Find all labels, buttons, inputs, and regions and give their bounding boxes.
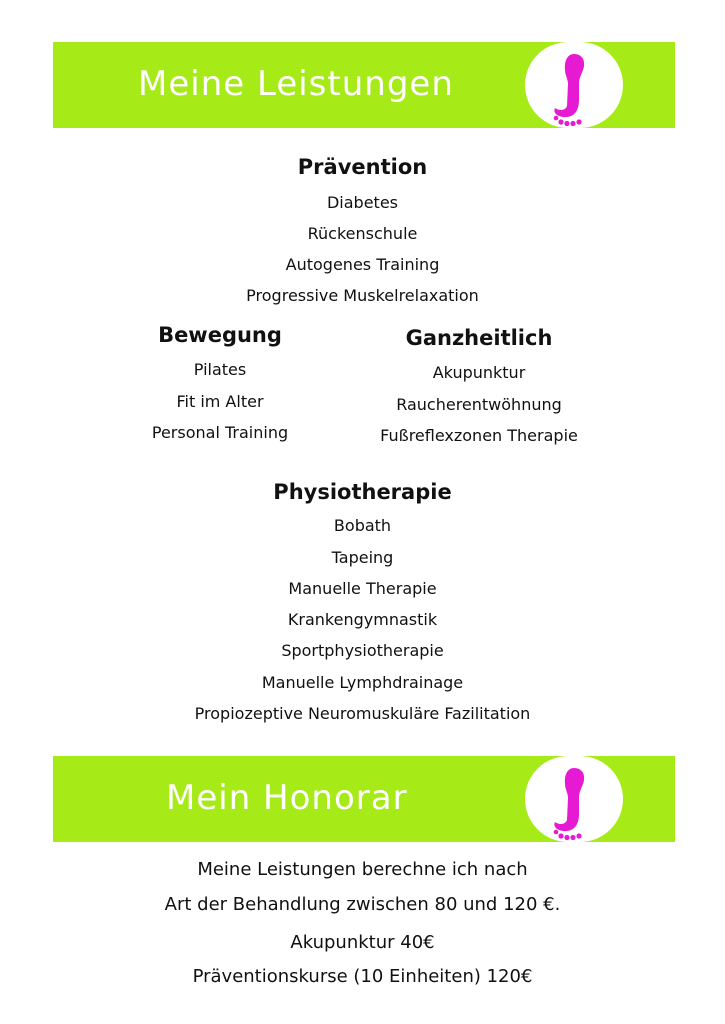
bewegung-heading: Bewegung (158, 323, 282, 347)
honorar-line-1: Meine Leistungen berechne ich nach (197, 859, 528, 880)
physio-item-bobath: Bobath (333, 516, 392, 535)
praevention-heading: Prävention (297, 155, 428, 179)
physio-item-lymphdrainage: Manuelle Lymphdrainage (261, 673, 464, 692)
header-banner-leistungen (53, 42, 675, 128)
praevention-item-autogenes-training: Autogenes Training (285, 255, 440, 274)
bewegung-item-fit-im-alter: Fit im Alter (176, 392, 264, 411)
banner-title-honorar: Mein Honorar (166, 778, 408, 818)
honorar-line-2: Art der Behandlung zwischen 80 und 120 €. (164, 894, 561, 915)
praevention-item-diabetes: Diabetes (326, 193, 399, 212)
ganzheitlich-item-raucherentwoehnung: Raucherentwöhnung (396, 395, 562, 414)
physio-item-manuelle-therapie: Manuelle Therapie (288, 579, 437, 598)
ganzheitlich-item-akupunktur: Akupunktur (432, 363, 526, 382)
physio-item-tapeing: Tapeing (331, 548, 394, 567)
foot-logo-icon (525, 756, 623, 842)
ganzheitlich-item-fussreflexzonen: Fußreflexzonen Therapie (380, 426, 578, 445)
physiotherapie-heading: Physiotherapie (273, 480, 452, 504)
bewegung-item-pilates: Pilates (193, 360, 247, 379)
physio-item-pnf: Propiozeptive Neuromuskuläre Fazilitation (194, 704, 531, 723)
honorar-line-praeventionskurse: Präventionskurse (10 Einheiten) 120€ (192, 966, 533, 987)
bewegung-item-personal-training: Personal Training (151, 423, 289, 442)
praevention-item-muskelrelaxation: Progressive Muskelrelaxation (246, 286, 479, 305)
header-banner-honorar (53, 756, 675, 842)
physio-item-krankengymnastik: Krankengymnastik (287, 610, 438, 629)
ganzheitlich-heading: Ganzheitlich (405, 326, 553, 350)
praevention-item-rueckenschule: Rückenschule (307, 224, 418, 243)
honorar-line-akupunktur: Akupunktur 40€ (290, 932, 435, 953)
physio-item-sportphysiotherapie: Sportphysiotherapie (281, 641, 444, 660)
banner-title-leistungen: Meine Leistungen (138, 64, 454, 104)
foot-logo-icon (525, 42, 623, 128)
